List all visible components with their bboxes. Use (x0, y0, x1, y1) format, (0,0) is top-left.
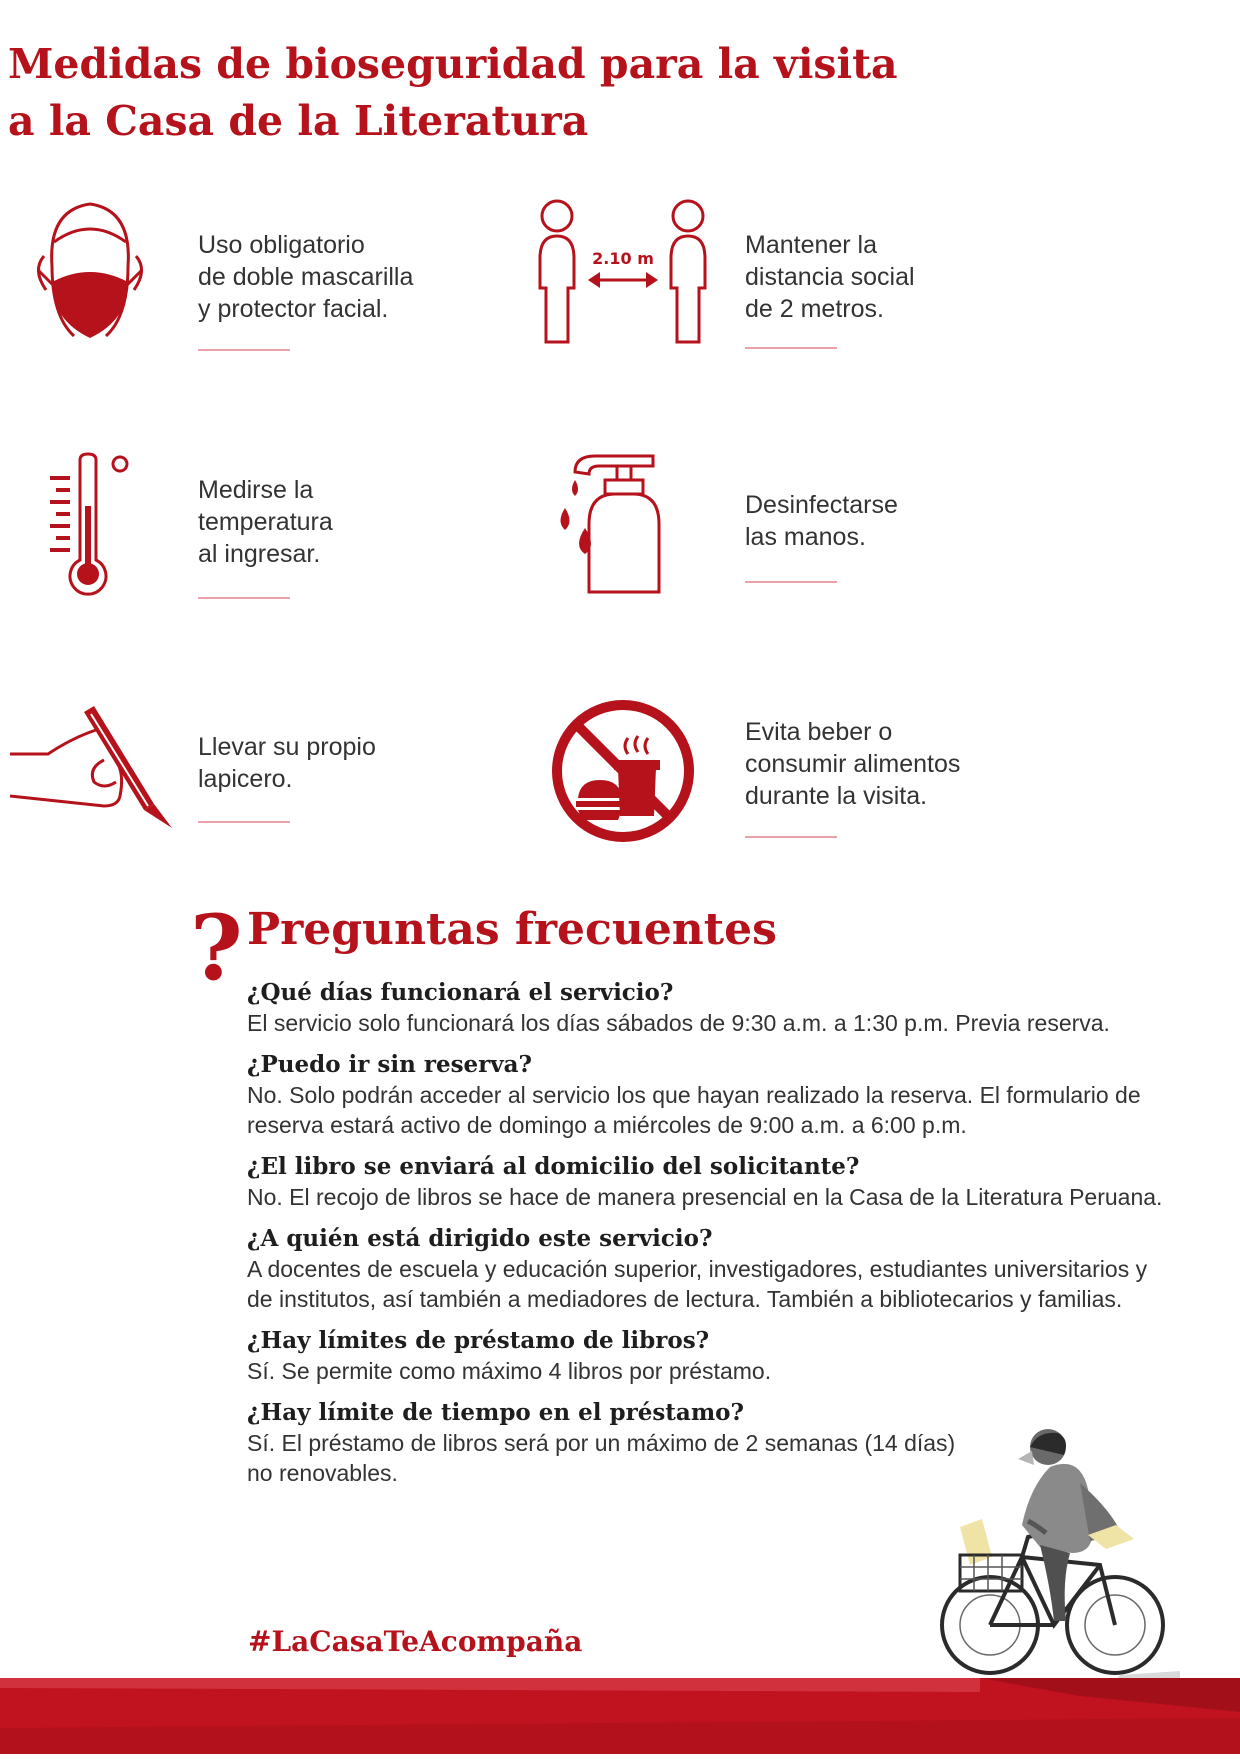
faq-answer (247, 1008, 1207, 1038)
cyclist-illustration (930, 1425, 1180, 1685)
faq-item (247, 1326, 1207, 1386)
footer-bar (0, 1678, 1240, 1754)
face-mask-icon (30, 196, 150, 346)
measure-hands-line: las manos. (745, 523, 866, 551)
measure-mask-line: Uso obligatorio (198, 231, 365, 259)
faq-question: ¿Hay límite de tiempo en el préstamo? (247, 1399, 744, 1426)
measure-food-line: durante la visita. (745, 782, 928, 810)
question-mark-icon: ? (190, 895, 243, 1001)
measure-mask-line: y protector facial. (198, 295, 389, 323)
faq-question: ¿Hay límites de préstamo de libros? (247, 1327, 710, 1354)
measure-pen-underline (198, 821, 290, 823)
faq-answer-line: Sí. El préstamo de libros será por un máximo de 2 semanas (14 días) (247, 1430, 956, 1456)
page-title-line-2: a la Casa de la Literatura (8, 97, 589, 145)
measure-distance-line: de 2 metros. (745, 295, 884, 323)
faq-answer-line: El servicio solo funcionará los días sábados de 9:30 a.m. a 1:30 p.m. Previa reserva. (247, 1010, 1110, 1036)
faq-answer (247, 1356, 1207, 1386)
social-distance-icon (530, 198, 720, 348)
measure-pen-text (198, 731, 376, 795)
faq-item (247, 978, 1207, 1038)
faq-question: ¿Qué días funcionará el servicio? (247, 979, 674, 1006)
measure-mask-text (198, 229, 413, 325)
faq-list (247, 978, 1207, 1500)
page-title (8, 36, 898, 150)
measure-pen-line: Llevar su propio (198, 733, 376, 761)
measure-temperature-line: temperatura (198, 508, 333, 536)
faq-item (247, 1050, 1207, 1140)
hand-sanitizer-icon (555, 450, 665, 600)
measure-food-line: consumir alimentos (745, 750, 961, 778)
faq-answer (247, 1182, 1207, 1212)
faq-answer-line: de institutos, así también a mediadores de lectura. También a bibliotecarios y familias. (247, 1286, 1123, 1312)
measure-distance-underline (745, 347, 837, 349)
thermometer-icon (44, 450, 134, 600)
faq-answer-line: reserva estará activo de domingo a miércoles de 9:00 a.m. a 6:00 p.m. (247, 1112, 967, 1138)
faq-answer-line: Sí. Se permite como máximo 4 libros por préstamo. (247, 1358, 772, 1384)
measure-distance-line: distancia social (745, 263, 915, 291)
measure-food-line: Evita beber o (745, 718, 893, 746)
measure-mask-underline (198, 349, 290, 351)
measure-temperature-line: al ingresar. (198, 540, 321, 568)
measure-pen-line: lapicero. (198, 765, 293, 793)
faq-answer (247, 1080, 1207, 1140)
faq-answer-line: No. Solo podrán acceder al servicio los que hayan realizado la reserva. El formulario de (247, 1082, 1141, 1108)
faq-question: ¿A quién está dirigido este servicio? (247, 1225, 713, 1252)
distance-label: 2.10 m (592, 249, 654, 268)
measure-distance-text (745, 229, 915, 325)
faq-answer-line: No. El recojo de libros se hace de manera presencial en la Casa de la Literatura Peruana. (247, 1184, 1163, 1210)
measure-distance-line: Mantener la (745, 231, 878, 259)
faq-answer-line: A docentes de escuela y educación superior, investigadores, estudiantes universitarios y (247, 1256, 1148, 1282)
pen-hand-icon (8, 704, 178, 830)
measure-food-underline (745, 836, 837, 838)
measure-hands-underline (745, 581, 837, 583)
measure-mask-line: de doble mascarilla (198, 263, 414, 291)
faq-item (247, 1224, 1207, 1314)
faq-question: ¿El libro se enviará al domicilio del solicitante? (247, 1153, 860, 1180)
measure-food-text (745, 716, 960, 812)
measure-hands-text (745, 489, 898, 553)
no-food-icon (550, 698, 696, 844)
measure-temperature-line: Medirse la (198, 476, 314, 504)
measure-temperature-text (198, 474, 333, 570)
faq-answer (247, 1254, 1207, 1314)
measure-temperature-underline (198, 597, 290, 599)
page-title-line-1: Medidas de bioseguridad para la visita (8, 40, 898, 88)
faq-item (247, 1152, 1207, 1212)
measure-hands-line: Desinfectarse (745, 491, 898, 519)
faq-title: Preguntas frecuentes (247, 904, 777, 955)
faq-answer-line: no renovables. (247, 1460, 398, 1486)
faq-question: ¿Puedo ir sin reserva? (247, 1051, 533, 1078)
hashtag: #LaCasaTeAcompaña (248, 1625, 583, 1658)
